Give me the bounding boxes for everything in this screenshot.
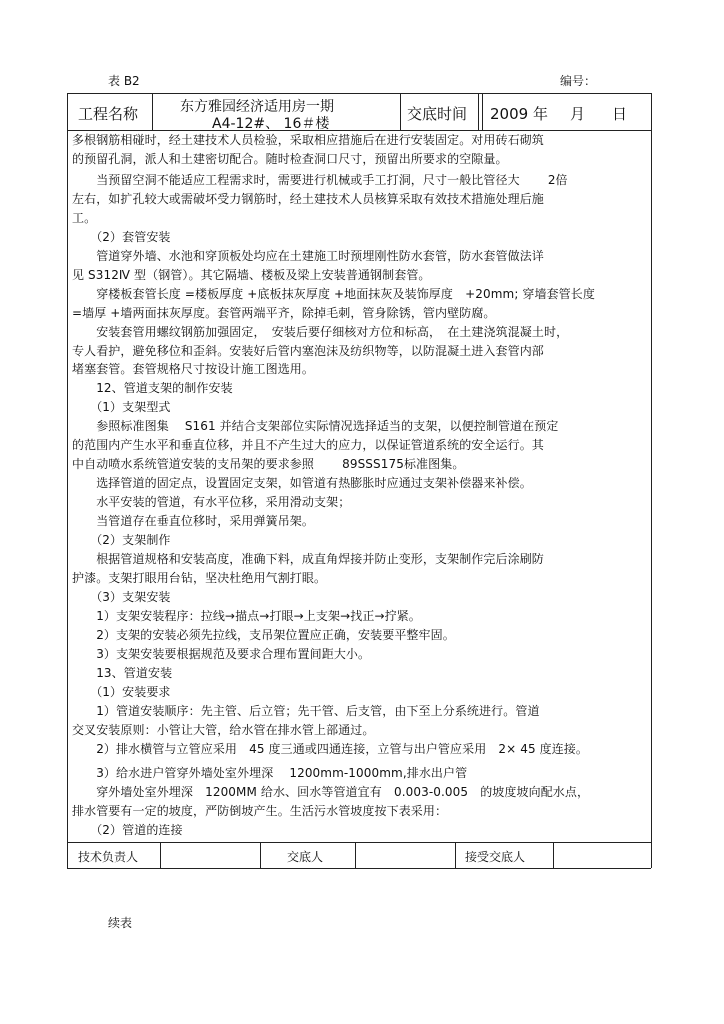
content-line: 穿外墙处室外埋深 1200MM 给水、回水等管道宜有 0.003-0.005 的坡度坡向配水点， [72,785,590,799]
handover-person-label: 交底人 [287,850,324,864]
content-line: 左右，如扩孔较大或需破坏受力钢筋时，经土建技术人员核算采取有效技术措施处理后施 [72,192,544,206]
info-divider-4 [482,93,483,130]
serial-number-label: 编号： [560,74,597,88]
date-year: 2009 年 [490,105,548,123]
content-line: 交叉安装原则：小管让大管，给水管在排水管上部通过。 [72,723,375,737]
table-top-border [67,93,651,94]
content-line: （3）支架安装 [72,590,171,604]
content-line: 3）给水进户管穿外墙处室外埋深 1200mm-1000mm,排水出户管 [72,766,468,780]
content-line: 排水管要有一定的坡度，严防倒坡产生。生活污水管坡度按下表采用： [72,804,448,818]
info-divider-3 [478,93,479,130]
content-line: 的范围内产生水平和垂直位移，并且不产生过大的应力，以保证管道系统的安全运行。其 [72,438,544,452]
content-line: 管道穿外墙、水池和穿顶板处均应在土建施工时预埋刚性防水套管，防水套管做法详 [72,249,544,263]
content-line: 当预留空洞不能适应工程需求时，需要进行机械或手工打洞，尺寸一般比管径大 2倍 [72,173,568,187]
content-line: 安装套管用螺纹钢筋加强固定， 安装后要仔细核对方位和标高， 在土建浇筑混凝土时， [72,325,569,339]
content-line: 见 S312Ⅳ 型（钢管）。其它隔墙、楼板及梁上安装普通钢制套管。 [72,268,431,282]
continued-label: 续表 [108,916,133,930]
project-name-line-1: 东方雅园经济适用房一期 [180,99,334,115]
date-month: 月 [570,105,586,123]
content-line: 参照标准图集 S161 并结合支架部位实际情况选择适当的支架，以便控制管道在预定 [72,419,559,433]
footer-divider-3 [355,842,356,868]
content-line: 根据管道规格和安装高度，准确下料，成直角焊接并防止变形，支架制作完后涂刷防 [72,552,544,566]
form-number-label: 表 B2 [108,74,140,88]
content-line: （2）管道的连接 [72,823,183,837]
footer-divider-1 [160,842,161,868]
footer-divider-2 [260,842,261,868]
tech-lead-label: 技术负责人 [78,850,139,864]
content-line: （2）支架制作 [72,533,171,547]
body-bottom-border [67,842,651,843]
content-line: 的预留孔洞，派人和土建密切配合。随时检查洞口尺寸，预留出所要求的空隙量。 [72,152,508,166]
table-bottom-border [67,868,651,869]
content-line: 选择管道的固定点，设置固定支架，如管道有热膨胀时应通过支架补偿器来补偿。 [72,476,532,490]
content-line: 1）管道安装顺序：先主管、后立管；先干管、后支管，由下至上分系统进行。管道 [72,704,540,718]
info-row-bottom-border [67,130,651,131]
footer-divider-4 [455,842,456,868]
receiver-label: 接受交底人 [465,850,526,864]
handover-date-label: 交底时间 [407,105,468,123]
table-left-border [67,93,68,868]
content-line: 水平安装的管道，有水平位移，采用滑动支架； [72,495,351,509]
content-line: 堵塞套管。套管规格尺寸按设计施工图选用。 [72,362,315,376]
content-line: 穿楼板套管长度 =楼板厚度 +底板抹灰厚度 +地面抹灰及装饰厚度 +20mm; 穿墙套管长度 [72,287,595,301]
content-line: 当管道存在垂直位移时，采用弹簧吊架。 [72,514,315,528]
content-line: 中自动喷水系统管道安装的支吊架的要求参照 89SSS175标准图集。 [72,457,465,471]
content-line: 1）支架安装程序：拉线→描点→打眼→上支架→找正→拧紧。 [72,609,421,623]
content-line: =墙厚 +墙两面抹灰厚度。套管两端平齐，除掉毛刺，管身除锈，管内壁防腐。 [72,306,496,320]
content-line: 12、管道支架的制作安装 [72,381,233,395]
content-line: （2）套管安装 [72,230,171,244]
content-line: 工。 [72,211,97,225]
content-line: 2）支架的安装必须先拉线，支吊架位置应正确，安装要平整牢固。 [72,628,455,642]
content-line: （1）安装要求 [72,685,171,699]
project-name-line-2: A4-12#、 16＃楼 [212,116,330,132]
content-line: 专人看护，避免移位和歪斜。安装好后管内塞泡沫及纺织物等，以防混凝土进入套管内部 [72,344,544,358]
content-line: （1）支架型式 [72,400,171,414]
table-right-border [651,93,652,868]
content-line: 3）支架安装要根据规范及要求合理布置间距大小。 [72,647,371,661]
date-day: 日 [612,105,628,123]
content-line: 2）排水横管与立管应采用 45 度三通或四通连接，立管与出户管应采用 2× 45 度连接。 [72,742,589,756]
content-line: 多根钢筋相碰时，经土建技术人员检验，采取相应措施后在进行安装固定。对用砖石砌筑 [72,133,544,147]
content-line: 护漆。支架打眼用台钻，坚决杜绝用气割打眼。 [72,571,327,585]
info-divider-1 [152,93,153,130]
info-divider-2 [400,93,401,130]
project-name-label: 工程名称 [78,105,139,123]
content-line: 13、管道安装 [72,666,173,680]
footer-divider-5 [553,842,554,868]
